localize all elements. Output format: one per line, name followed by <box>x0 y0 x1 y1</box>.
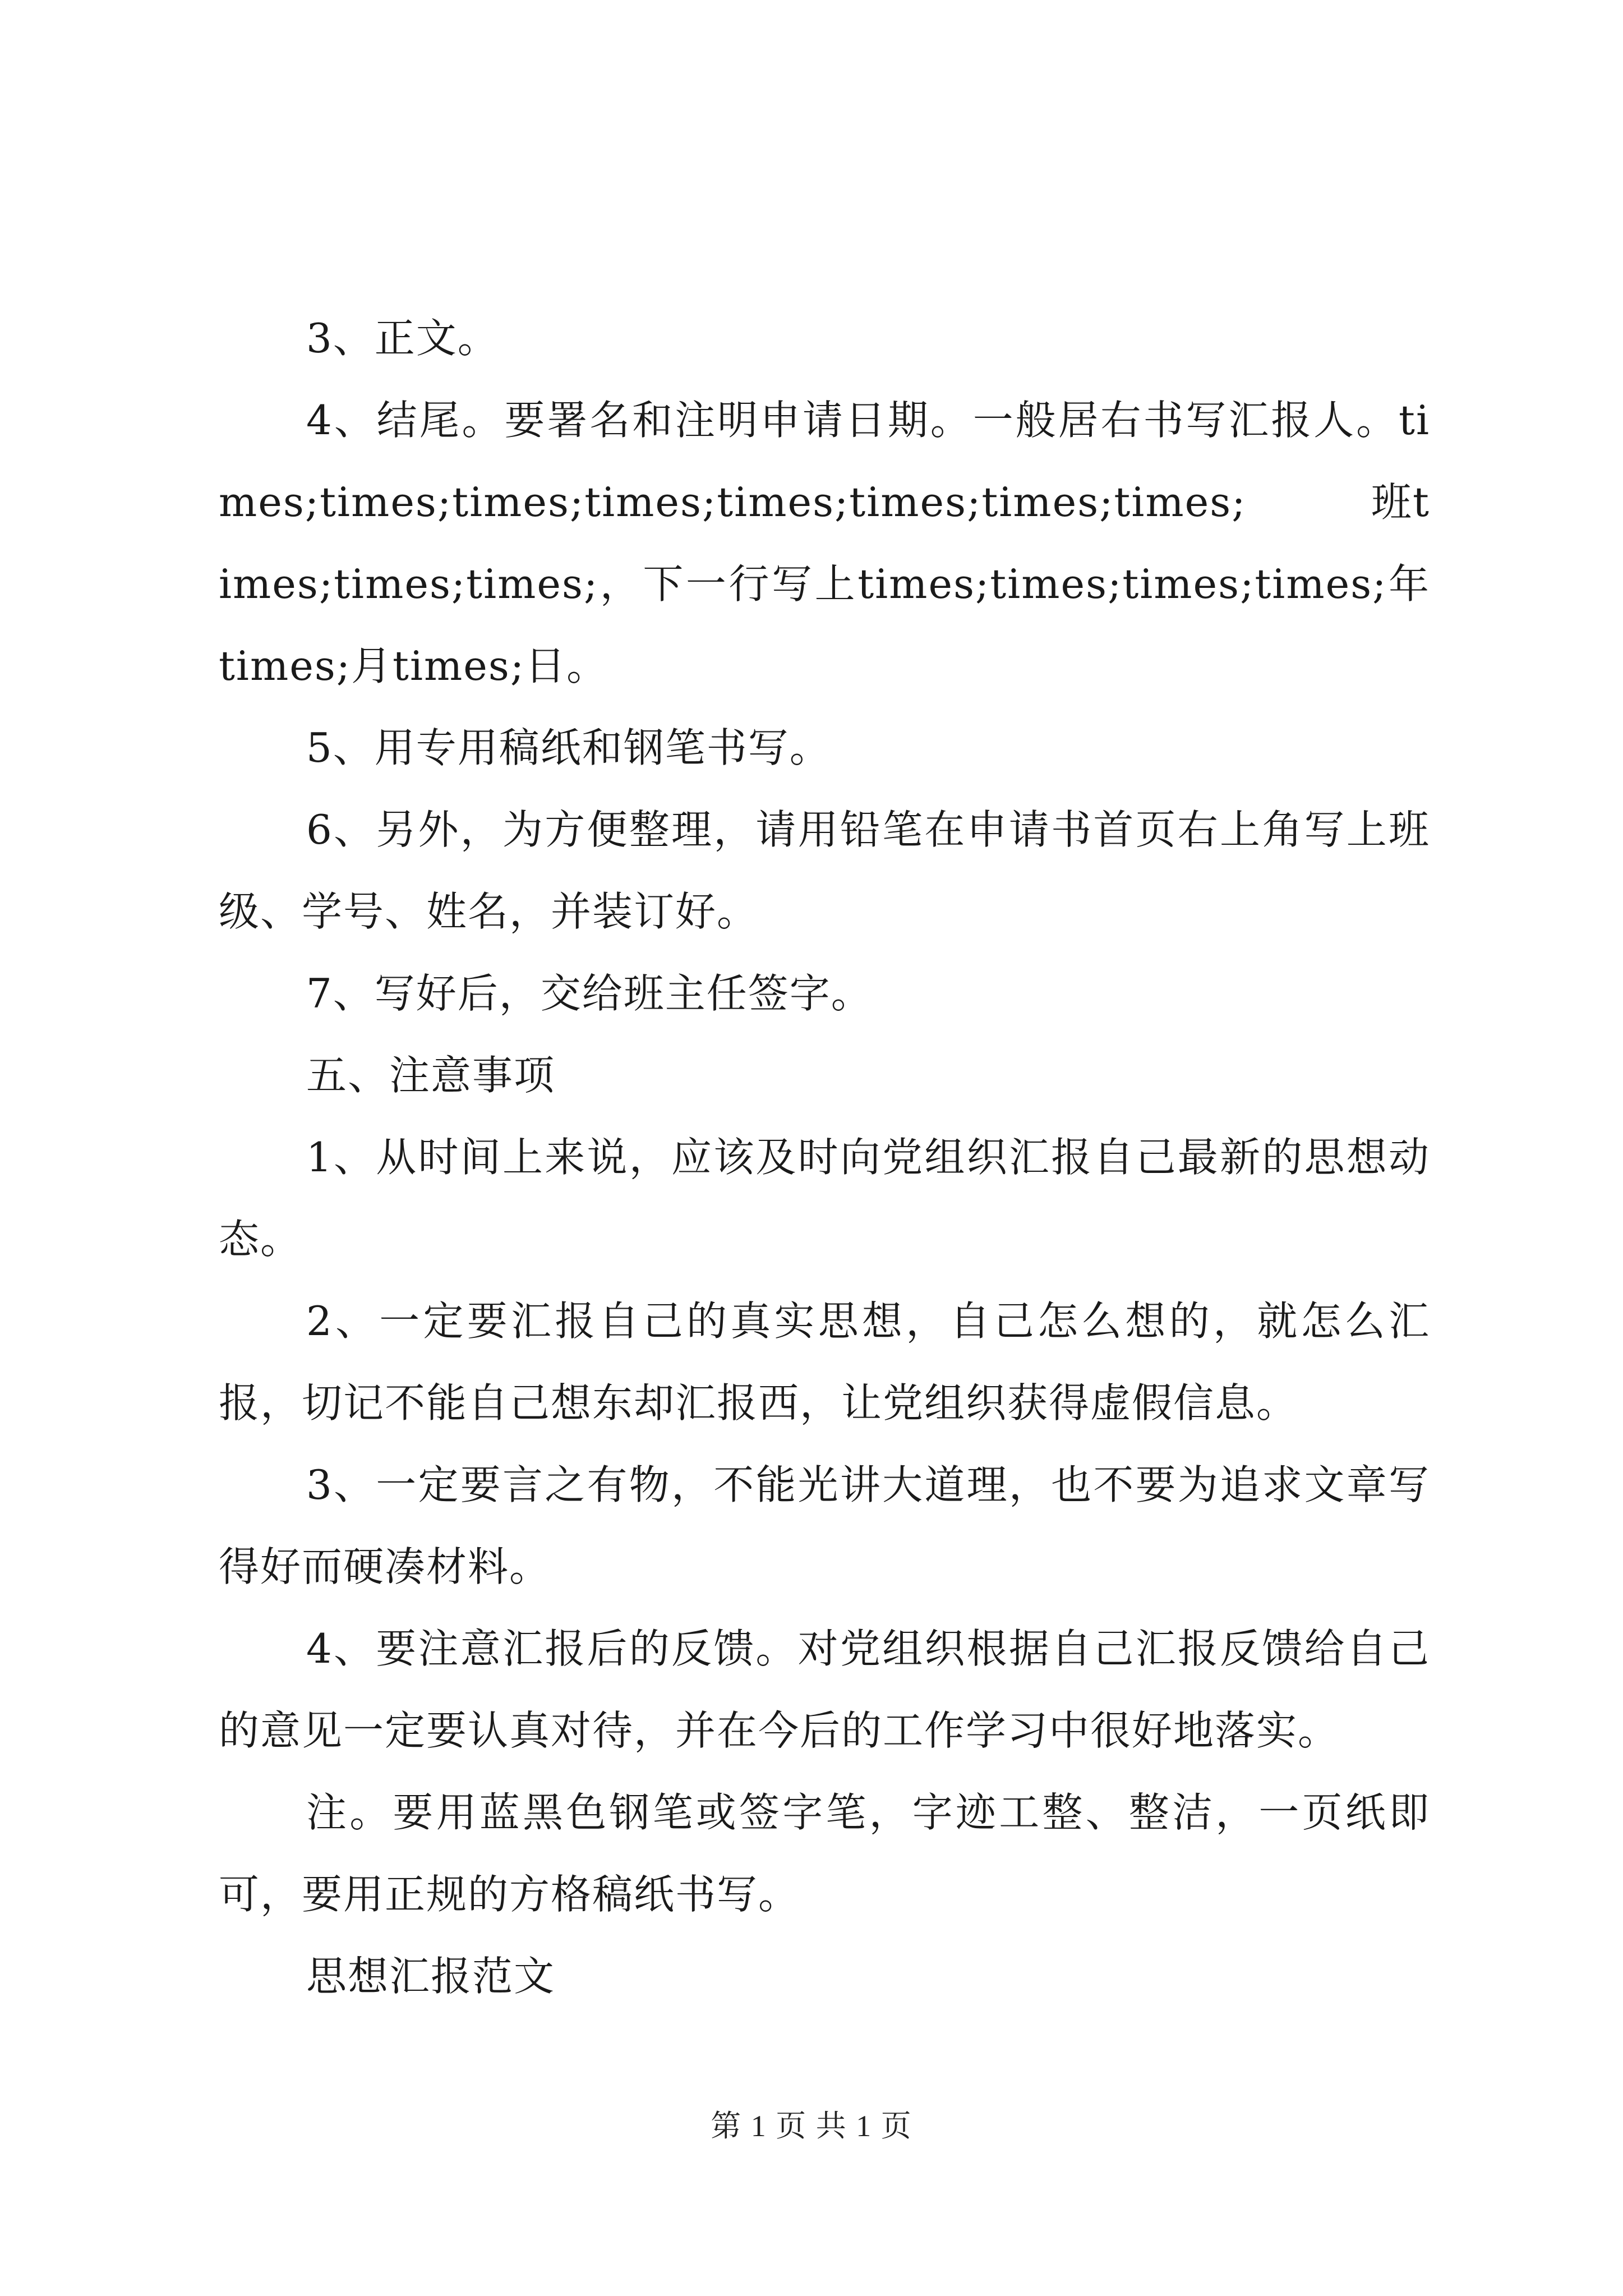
paragraph-label-binding: 6、另外，为方便整理，请用铅笔在申请书首页右上角写上班级、学号、姓名，并装订好。 <box>219 806 1430 935</box>
paragraph-note-truthfulness: 2、一定要汇报自己的真实思想，自己怎么想的，就怎么汇报，切记不能自己想东却汇报西，让党组织获得虚假信息。 <box>219 1297 1430 1427</box>
section-heading-notes: 五、注意事项 <box>306 1052 556 1099</box>
document-body <box>219 297 1430 2017</box>
paragraph-teacher-signature: 7、写好后，交给班主任签字。 <box>306 970 873 1017</box>
paragraph-body-section: 3、正文。 <box>306 315 499 362</box>
paragraph-note-substance: 3、一定要言之有物，不能光讲大道理，也不要为追求文章写得好而硬凑材料。 <box>219 1461 1430 1590</box>
paragraph-note-format: 注。要用蓝黑色钢笔或签字笔，字迹工整、整洁，一页纸即可，要用正规的方格稿纸书写。 <box>219 1789 1430 1918</box>
paragraph-ending-instructions: 4、结尾。要署名和注明申请日期。一般居右书写汇报人。times;times;times;times;times;times;times;times; 班times;times;times;，下一行写上times;times;times;times;年times;月times;日。 <box>219 397 1430 689</box>
paragraph-note-timeliness: 1、从时间上来说，应该及时向党组织汇报自己最新的思想动态。 <box>219 1134 1430 1263</box>
paragraph-paper-pen: 5、用专用稿纸和钢笔书写。 <box>306 724 831 771</box>
section-heading-sample: 思想汇报范文 <box>306 1953 556 2000</box>
page-footer: 第 1 页 共 1 页 <box>711 2109 912 2143</box>
paragraph-note-feedback: 4、要注意汇报后的反馈。对党组织根据自己汇报反馈给自己的意见一定要认真对待，并在今后的工作学习中很好地落实。 <box>219 1625 1430 1754</box>
